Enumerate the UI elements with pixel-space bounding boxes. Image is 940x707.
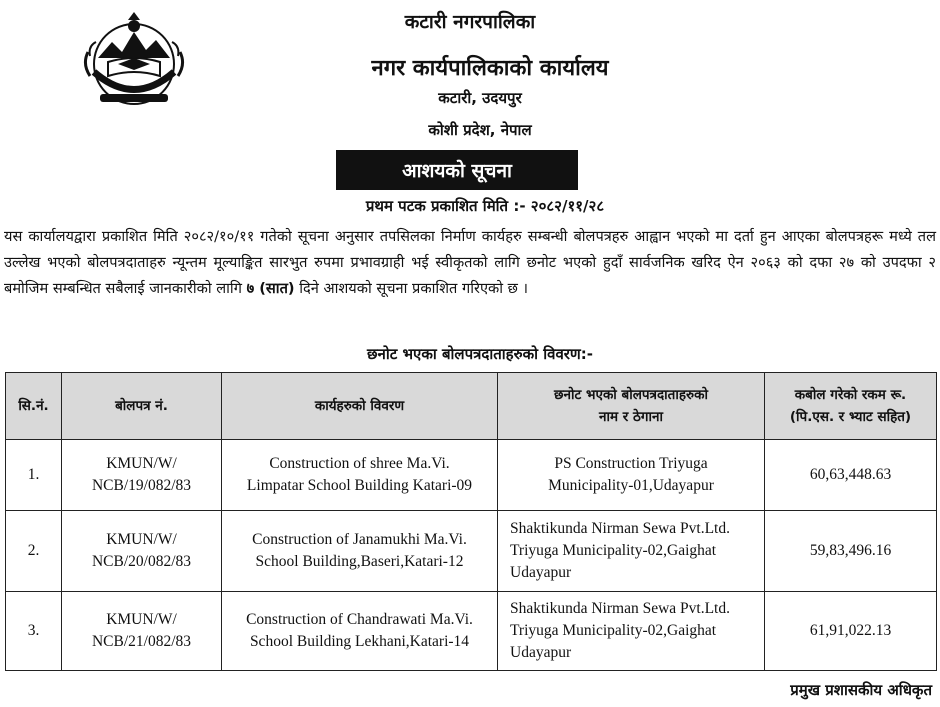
header-amount [765, 373, 937, 440]
work-line1: Construction of Janamukhi Ma.Vi. [252, 531, 467, 548]
header-works: कार्यहरुको विवरण [222, 373, 498, 440]
cell-bid-no [62, 592, 222, 671]
bidder-line2: Municipality-01,Udayapur [548, 477, 714, 494]
notice-title-banner [336, 150, 578, 190]
cell-amount: 61,91,022.13 [765, 592, 937, 671]
header-bid-no: बोलपत्र नं. [62, 373, 222, 440]
cell-works [222, 440, 498, 511]
notice-title: आशयको सूचना [402, 160, 512, 182]
header-amount-line2: (पि.एस. र भ्याट सहित) [789, 409, 912, 425]
table-row [6, 440, 937, 511]
bidder-line3: Udayapur [510, 564, 572, 581]
bid-no-line1: KMUN/W/ [106, 611, 177, 628]
header-bidder-line1: छनोट भएको बोलपत्रदाताहरुको [554, 387, 708, 403]
notice-body-text: यस कार्यालयद्वारा प्रकाशित मिति २०८२/१०/११ गतेको सूचना अनुसार तपसिलका निर्माण कार्यहरु सम्बन्धी बोलपत्रहरु आह्वान भएको मा दर्ता हुन आएका बोलपत्रहरू मध्ये तल उल्लेख भएको बोलपत्रदाताहरु न्यून्तम मूल्याङ्कित सारभुत रुपमा प्रभावग्राही भई स्वीकृतको लागि छनोट भएको हुदाँ सार्वजनिक खरिद ऐन २०६३ को दफा २७ को उपदफा २ बमोजिम सम्बन्धित सबैलाई जानकारीको लागि [4, 228, 936, 297]
bid-no-line2: NCB/21/082/83 [91, 633, 192, 650]
cell-works [222, 592, 498, 671]
cell-bidder [498, 592, 765, 671]
header-bidder [498, 373, 765, 440]
cell-sn: 3. [6, 592, 62, 671]
cell-bid-no [62, 511, 222, 592]
bidder-line3: Udayapur [510, 644, 572, 661]
header-sn: सि.नं. [6, 373, 62, 440]
cell-amount: 60,63,448.63 [765, 440, 937, 511]
work-line2: School Building Lekhani,Katari-14 [249, 633, 470, 650]
header-amount-line1: कबोल गरेको रकम रू. [794, 387, 907, 403]
signatory-title: प्रमुख प्रशासकीय अधिकृत [790, 681, 932, 699]
bidder-line1: Shaktikunda Nirman Sewa Pvt.Ltd. [510, 600, 730, 617]
work-line2: Limpatar School Building Katari-09 [246, 477, 473, 494]
municipality-name: कटारी नगरपालिका [404, 11, 536, 33]
bid-no-line1: KMUN/W/ [106, 455, 177, 472]
bidder-line2: Triyuga Municipality-02,Gaighat [510, 622, 717, 639]
bidder-line1: Shaktikunda Nirman Sewa Pvt.Ltd. [510, 520, 730, 537]
bidder-line2: Triyuga Municipality-02,Gaighat [510, 542, 717, 559]
office-province: कोशी प्रदेश, नेपाल [428, 121, 532, 139]
cell-amount: 59,83,496.16 [765, 511, 937, 592]
publication-date: प्रथम पटक प्रकाशित मिति :- २०८२/११/२८ [365, 197, 605, 215]
cell-bidder [498, 511, 765, 592]
table-title: छनोट भएका बोलपत्रदाताहरुको विवरण:- [366, 345, 593, 363]
work-line2: School Building,Baseri,Katari-12 [255, 553, 464, 570]
bidder-line1: PS Construction Triyuga [554, 455, 708, 472]
work-line1: Construction of shree Ma.Vi. [269, 455, 450, 472]
bid-no-line2: NCB/19/082/83 [91, 477, 192, 494]
bid-no-line1: KMUN/W/ [106, 531, 177, 548]
table-row [6, 592, 937, 671]
office-address: कटारी, उदयपुर [438, 89, 522, 107]
cell-works [222, 511, 498, 592]
notice-days: ७ (सात) [246, 280, 295, 297]
table-header-row [6, 373, 937, 440]
cell-sn: 2. [6, 511, 62, 592]
cell-bid-no [62, 440, 222, 511]
notice-body [4, 224, 936, 302]
cell-sn: 1. [6, 440, 62, 511]
office-name: नगर कार्यपालिकाको कार्यालय [371, 56, 609, 81]
work-line1: Construction of Chandrawati Ma.Vi. [246, 611, 473, 628]
notice-body-text-end: दिने आशयको सूचना प्रकाशित गरिएको छ । [299, 280, 529, 297]
selected-bidders-table [5, 372, 937, 671]
cell-bidder [498, 440, 765, 511]
bid-no-line2: NCB/20/082/83 [91, 553, 192, 570]
header-bidder-line2: नाम र ठेगाना [599, 409, 663, 425]
table-row [6, 511, 937, 592]
